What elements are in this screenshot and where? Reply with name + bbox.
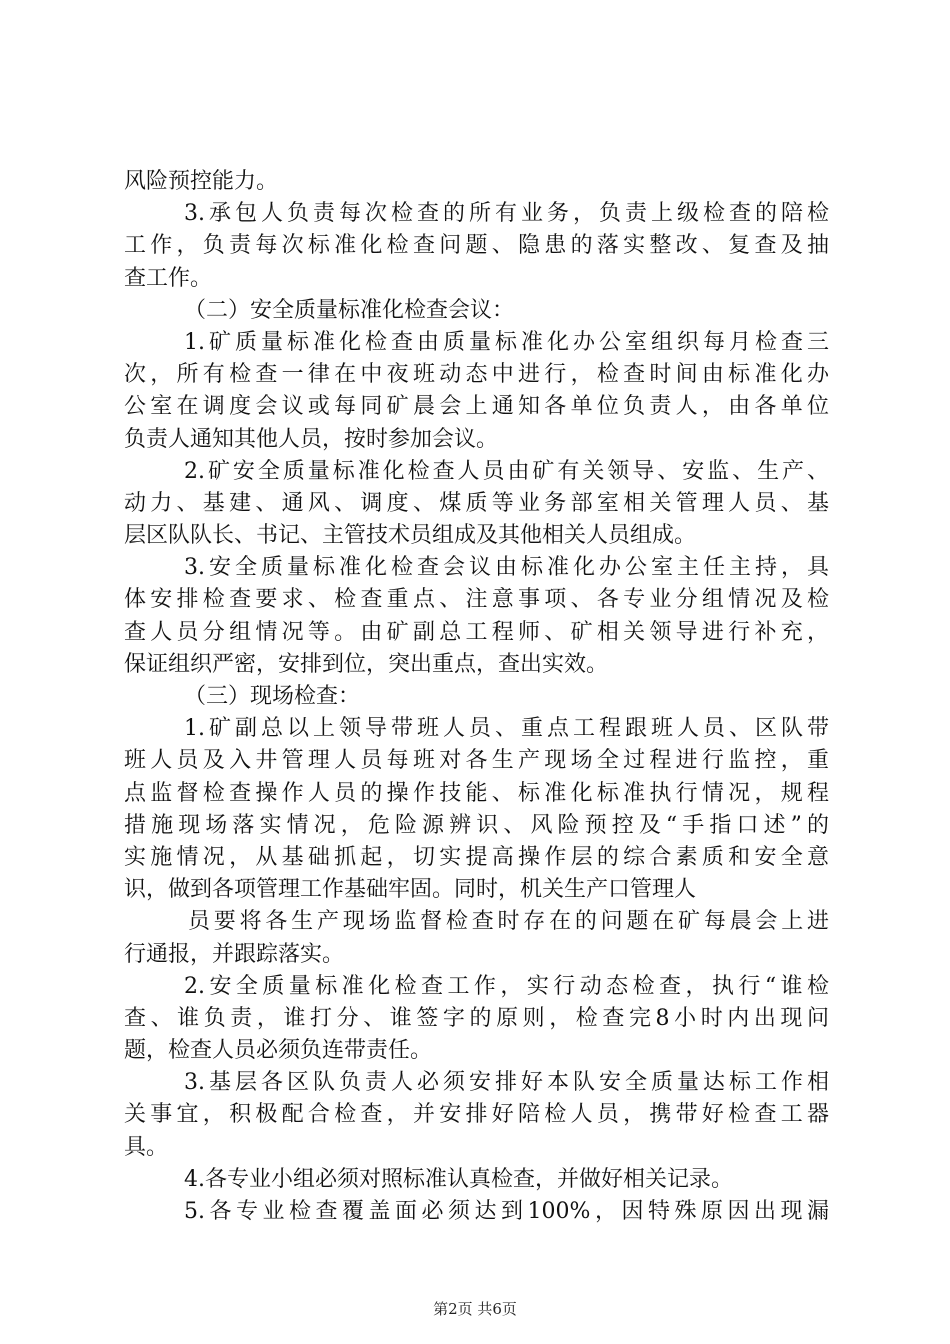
page-number-footer: 第2页 共6页 (433, 1300, 517, 1318)
section-heading: （三）现场检查： (184, 684, 361, 709)
text-line: 2.矿安全质量标准化检查人员由矿有关领导、安监、生产、 (184, 458, 829, 484)
text-line: 员要将各生产现场监督检查时存在的问题在矿每晨会上进 (188, 909, 829, 935)
text-line: 4.各专业小组必须对照标准认真检查，并做好相关记录。 (184, 1166, 733, 1192)
text-line: 查、谁负责，谁打分、谁签字的原则，检查完8小时内出现问 (124, 1005, 829, 1031)
text-line: 实施情况，从基础抓起，切实提高操作层的综合素质和安全意 (124, 844, 829, 870)
text-line: 查人员分组情况等。由矿副总工程师、矿相关领导进行补充， (124, 619, 829, 645)
text-line: 1.矿质量标准化检查由质量标准化办公室组织每月检查三 (184, 329, 829, 355)
text-line: 公室在调度会议或每同矿晨会上通知各单位负责人，由各单位 (124, 394, 829, 420)
text-line: 题，检查人员必须负连带责任。 (124, 1038, 433, 1064)
text-line: 关事宜，积极配合检查，并安排好陪检人员，携带好检查工器 (124, 1102, 829, 1128)
text-line: 动力、基建、通风、调度、煤质等业务部室相关管理人员、基 (124, 490, 829, 516)
text-line: 措施现场落实情况，危险源辨识、风险预控及“手指口述”的 (124, 812, 829, 838)
text-line: 行通报，并跟踪落实。 (124, 941, 345, 967)
section-heading: （二）安全质量标准化检查会议： (184, 297, 515, 323)
text-line: 负责人通知其他人员，按时参加会议。 (124, 426, 499, 452)
text-line: 查工作。 (124, 265, 213, 291)
document-body (124, 166, 829, 1228)
text-line: 2.安全质量标准化检查工作，实行动态检查，执行“谁检 (184, 973, 829, 999)
text-line: 风险预控能力。 (124, 169, 279, 194)
text-line: 点监督检查操作人员的操作技能、标准化标准执行情况，规程 (124, 780, 829, 806)
text-line: 班人员及入井管理人员每班对各生产现场全过程进行监控，重 (124, 748, 829, 774)
text-line: 5.各专业检查覆盖面必须达到100%，因特殊原因出现漏 (184, 1199, 829, 1224)
text-line: 3.基层各区队负责人必须安排好本队安全质量达标工作相 (184, 1070, 829, 1096)
text-line: 保证组织严密，安排到位，突出重点，查出实效。 (124, 651, 609, 677)
text-line: 识，做到各项管理工作基础牢固。同时，机关生产口管理人 (124, 877, 697, 903)
text-line: 3.安全质量标准化检查会议由标准化办公室主任主持，具 (184, 555, 829, 581)
text-line: 层区队队长、书记、主管技术员组成及其他相关人员组成。 (124, 523, 697, 549)
text-line: 工作，负责每次标准化检查问题、隐患的落实整改、复查及抽 (124, 233, 829, 259)
text-line: 次，所有检查一律在中夜班动态中进行，检查时间由标准化办 (124, 362, 829, 388)
text-line: 体安排检查要求、检查重点、注意事项、各专业分组情况及检 (124, 587, 829, 613)
text-line: 3.承包人负责每次检查的所有业务，负责上级检查的陪检 (184, 201, 829, 227)
text-line: 1.矿副总以上领导带班人员、重点工程跟班人员、区队带 (184, 716, 829, 742)
text-line: 具。 (124, 1134, 169, 1160)
